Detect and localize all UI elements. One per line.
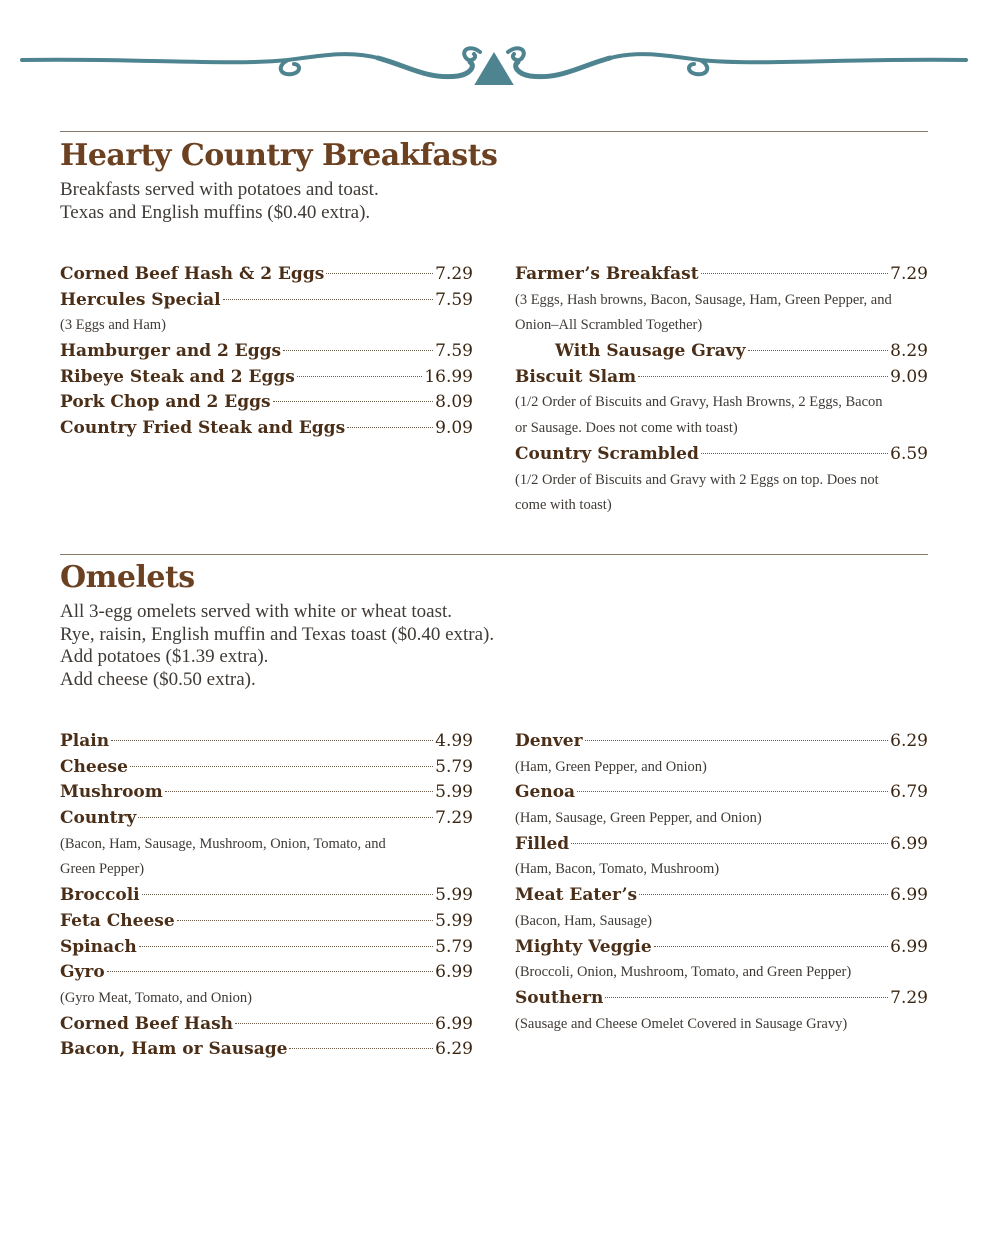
item-price: 6.29	[890, 731, 928, 751]
leader-dots	[111, 740, 433, 741]
intro-line: Rye, raisin, English muffin and Texas toast ($0.40 extra).	[60, 623, 495, 645]
item-name: Broccoli	[60, 885, 140, 906]
leader-dots	[297, 376, 423, 377]
item-name: With Sausage Gravy	[555, 341, 746, 362]
menu-item	[515, 780, 928, 806]
menu-item	[60, 288, 473, 314]
leader-dots	[654, 946, 888, 947]
leader-dots	[748, 350, 889, 351]
item-description: (3 Eggs and Ham)	[60, 317, 166, 334]
menu-item	[60, 960, 473, 986]
item-price: 6.99	[435, 962, 473, 983]
breakfasts-intro	[60, 179, 379, 224]
intro-line: Add potatoes ($1.39 extra).	[60, 646, 269, 667]
intro-line: Add cheese ($0.50 extra).	[60, 668, 256, 690]
leader-dots	[639, 894, 888, 895]
leader-dots	[701, 453, 888, 454]
leader-dots	[347, 427, 433, 428]
menu-item	[60, 1012, 473, 1038]
item-description: Green Pepper)	[60, 861, 145, 878]
menu-item	[60, 1037, 473, 1063]
menu-item	[515, 935, 928, 961]
menu-item	[60, 339, 473, 365]
leader-dots	[289, 1048, 433, 1049]
leader-dots	[585, 740, 889, 741]
item-name: Country	[60, 808, 137, 829]
item-price: 7.59	[435, 341, 473, 362]
menu-item	[60, 729, 473, 755]
item-price: 5.79	[435, 756, 473, 777]
leader-dots	[326, 273, 433, 274]
leader-dots	[139, 946, 433, 947]
breakfasts-left-column	[60, 262, 473, 442]
item-price: 9.09	[890, 366, 928, 387]
item-name: Hamburger and 2 Eggs	[60, 341, 282, 362]
leader-dots	[605, 997, 888, 998]
leader-dots	[107, 971, 433, 972]
item-description: come with toast)	[515, 497, 612, 514]
item-price: 8.09	[435, 392, 473, 413]
leader-dots	[130, 766, 433, 767]
leader-dots	[577, 791, 888, 792]
item-description: (1/2 Order of Biscuits and Gravy, Hash Browns, 2 Eggs, Bacon	[515, 394, 883, 411]
menu-item	[60, 416, 473, 442]
item-description: (Ham, Green Pepper, and Onion)	[515, 758, 707, 775]
item-price: 5.99	[435, 910, 473, 931]
item-price: 7.29	[890, 987, 928, 1008]
item-price: 6.59	[890, 443, 928, 464]
leader-dots	[165, 791, 433, 792]
item-price: 7.29	[435, 808, 473, 829]
menu-item	[60, 390, 473, 416]
leader-dots	[273, 401, 434, 402]
item-description: (Gyro Meat, Tomato, and Onion)	[60, 989, 253, 1006]
item-name: Farmer’s Breakfast	[515, 264, 699, 284]
item-name: Country Fried Steak and Eggs	[60, 418, 346, 439]
intro-line: All 3-egg omelets served with white or wheat toast.	[60, 601, 453, 622]
section-divider	[60, 131, 928, 132]
item-name: Spinach	[60, 936, 137, 957]
item-description: Onion–All Scrambled Together)	[515, 317, 703, 334]
menu-item	[515, 986, 928, 1012]
item-description: (Bacon, Ham, Sausage)	[515, 912, 652, 929]
item-name: Mushroom	[60, 782, 163, 803]
item-price: 6.29	[435, 1039, 473, 1060]
leader-dots	[235, 1023, 433, 1024]
item-name: Mighty Veggie	[515, 936, 652, 957]
leader-dots	[177, 920, 433, 921]
item-description: (3 Eggs, Hash browns, Bacon, Sausage, Ham, Green Pepper, and	[515, 291, 892, 308]
menu-item	[515, 442, 928, 468]
menu-item	[515, 729, 928, 755]
item-name: Cheese	[60, 756, 128, 777]
item-name: Plain	[60, 731, 110, 751]
item-price: 7.29	[435, 264, 473, 284]
menu-item	[515, 832, 928, 858]
item-name: Meat Eater’s	[515, 885, 638, 906]
leader-dots	[142, 894, 434, 895]
menu-item	[515, 883, 928, 909]
menu-item	[60, 262, 473, 288]
leader-dots	[638, 376, 888, 377]
item-name: Biscuit Slam	[515, 366, 637, 387]
leader-dots	[138, 817, 433, 818]
item-name: Filled	[515, 833, 570, 854]
item-price: 7.59	[435, 289, 473, 310]
omelets-title: Omelets	[60, 560, 195, 595]
omelets-right-column	[515, 729, 928, 1037]
item-price: 5.79	[435, 936, 473, 957]
item-name: Genoa	[515, 782, 576, 803]
menu-item	[60, 806, 473, 832]
menu-item	[60, 365, 473, 391]
item-description: (Ham, Sausage, Green Pepper, and Onion)	[515, 810, 762, 827]
item-price: 6.99	[890, 936, 928, 957]
item-name: Corned Beef Hash	[60, 1013, 234, 1034]
item-description: (Bacon, Ham, Sausage, Mushroom, Onion, Tomato, and	[60, 835, 386, 852]
leader-dots	[571, 843, 888, 844]
item-description: (Ham, Bacon, Tomato, Mushroom)	[515, 861, 720, 878]
menu-item	[515, 339, 928, 365]
item-name: Feta Cheese	[60, 910, 175, 931]
item-name: Denver	[515, 731, 583, 751]
item-price: 6.79	[890, 782, 928, 803]
item-price: 16.99	[424, 366, 473, 387]
item-price: 8.29	[890, 341, 928, 362]
leader-dots	[701, 273, 889, 274]
leader-dots	[283, 350, 433, 351]
scroll-flourish-icon	[18, 36, 970, 92]
menu-item	[60, 755, 473, 781]
breakfasts-right-column	[515, 262, 928, 519]
item-description: (1/2 Order of Biscuits and Gravy with 2 Eggs on top. Does not	[515, 471, 879, 488]
item-name: Ribeye Steak and 2 Eggs	[60, 366, 295, 387]
item-name: Country Scrambled	[515, 443, 699, 464]
item-name: Southern	[515, 987, 604, 1008]
section-divider	[60, 554, 928, 555]
menu-item	[60, 935, 473, 961]
menu-item	[60, 780, 473, 806]
item-price: 5.99	[435, 885, 473, 906]
item-description: or Sausage. Does not come with toast)	[515, 420, 738, 437]
omelets-left-column	[60, 729, 473, 1063]
menu-item	[60, 909, 473, 935]
item-description: (Sausage and Cheese Omelet Covered in Sausage Gravy)	[515, 1015, 848, 1032]
intro-line: Breakfasts served with potatoes and toast.	[60, 179, 379, 200]
item-name: Pork Chop and 2 Eggs	[60, 392, 271, 413]
menu-item	[515, 365, 928, 391]
item-name: Hercules Special	[60, 289, 221, 310]
item-price: 5.99	[435, 782, 473, 803]
leader-dots	[223, 299, 434, 300]
item-name: Corned Beef Hash & 2 Eggs	[60, 264, 325, 284]
item-price: 4.99	[435, 731, 473, 751]
breakfasts-title: Hearty Country Breakfasts	[60, 138, 498, 173]
item-price: 7.29	[890, 264, 928, 284]
item-price: 9.09	[435, 418, 473, 439]
item-name: Gyro	[60, 962, 105, 983]
item-price: 6.99	[890, 885, 928, 906]
menu-item	[515, 262, 928, 288]
menu-item	[60, 883, 473, 909]
item-price: 6.99	[435, 1013, 473, 1034]
omelets-intro	[60, 601, 494, 691]
intro-line: Texas and English muffins ($0.40 extra).	[60, 201, 371, 223]
item-description: (Broccoli, Onion, Mushroom, Tomato, and Green Pepper)	[515, 964, 852, 981]
item-price: 6.99	[890, 833, 928, 854]
item-name: Bacon, Ham or Sausage	[60, 1039, 288, 1060]
